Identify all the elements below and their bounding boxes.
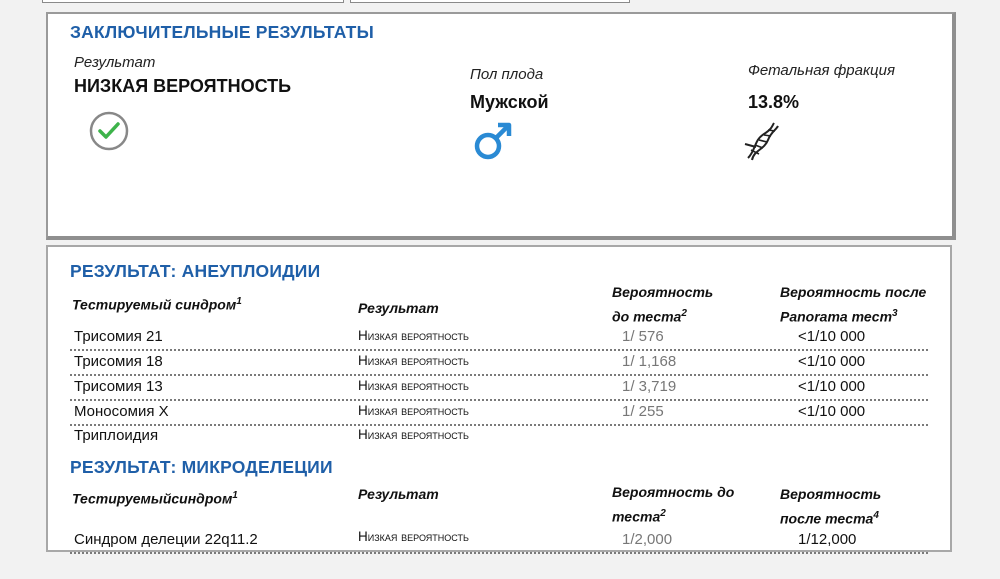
syndrome-result: Низкая вероятность (358, 378, 469, 393)
microdeletion-header-syndrome: Тестируемыйсиндром$^1$ (72, 490, 238, 507)
syndrome-result: Низкая вероятность (358, 529, 469, 544)
final-results-title: ЗАКЛЮЧИТЕЛЬНЫЕ РЕЗУЛЬТАТЫ (70, 22, 374, 42)
aneuploidy-header-posttest: Вероятность после Panorama тест$^3$ (780, 284, 927, 325)
syndrome-name: Трисомия 21 (74, 328, 163, 345)
syndrome-result: Низкая вероятность (358, 427, 469, 442)
posttest-probability: <1/10 000 (798, 403, 866, 420)
microdeletion-header-pretest: Вероятность до теста$^2$ (612, 484, 735, 525)
fetal-fraction-value: 13.8% (748, 92, 800, 112)
aneuploidy-header-result: Результат (358, 300, 439, 316)
aneuploidy-row (70, 424, 928, 448)
aneuploidy-row (70, 375, 928, 401)
aneuploidy-row (70, 400, 928, 426)
posttest-probability: <1/10 000 (798, 378, 866, 395)
syndrome-name: Трисомия 13 (74, 378, 163, 395)
pretest-probability: 1/ 1,168 (622, 353, 677, 370)
final-results-panel (46, 12, 956, 240)
posttest-probability: <1/10 000 (798, 353, 866, 370)
pretest-probability: 1/ 576 (622, 328, 664, 345)
check-circle-icon (88, 110, 130, 157)
fetal-sex-value: Мужской (470, 92, 549, 112)
aneuploidy-row (70, 325, 928, 351)
syndrome-result: Низкая вероятность (358, 403, 469, 418)
aneuploidy-header-syndrome: Тестируемый синдром$^1$ (72, 296, 242, 313)
posttest-probability: 1/12,000 (798, 531, 857, 548)
aneuploidy-row (70, 350, 928, 376)
aneuploidy-header-pretest: Вероятность до теста$^2$ (612, 284, 714, 325)
top-field-fragment (42, 0, 344, 3)
top-field-fragment (350, 0, 630, 3)
result-value: НИЗКАЯ ВЕРОЯТНОСТЬ (74, 76, 292, 96)
fetal-fraction-label: Фетальная фракция (748, 62, 895, 79)
syndrome-name: Синдром делеции 22q11.2 (74, 531, 258, 548)
top-edge (0, 0, 1000, 8)
results-panel (46, 245, 952, 552)
male-symbol-icon (472, 118, 516, 167)
result-label: Результат (74, 54, 156, 71)
pretest-probability: 1/2,000 (622, 531, 673, 548)
microdeletion-header-result: Результат (358, 486, 439, 502)
pretest-probability: 1/ 3,719 (622, 378, 677, 395)
fetal-sex-label: Пол плода (470, 66, 544, 83)
syndrome-name: Трисомия 18 (74, 353, 163, 370)
microdeletion-title: РЕЗУЛЬТАТ: МИКРОДЕЛЕЦИИ (70, 457, 333, 477)
microdeletion-row (70, 528, 928, 554)
syndrome-name: Моносомия X (74, 403, 169, 420)
syndrome-name: Триплоидия (74, 427, 159, 444)
posttest-probability: <1/10 000 (798, 328, 866, 345)
dna-helix-icon (742, 120, 782, 167)
syndrome-result: Низкая вероятность (358, 328, 469, 343)
syndrome-result: Низкая вероятность (358, 353, 469, 368)
aneuploidy-title: РЕЗУЛЬТАТ: АНЕУПЛОИДИИ (70, 261, 321, 281)
pretest-probability: 1/ 255 (622, 403, 664, 420)
microdeletion-header-posttest: Вероятность после теста$^4$ (780, 486, 882, 527)
